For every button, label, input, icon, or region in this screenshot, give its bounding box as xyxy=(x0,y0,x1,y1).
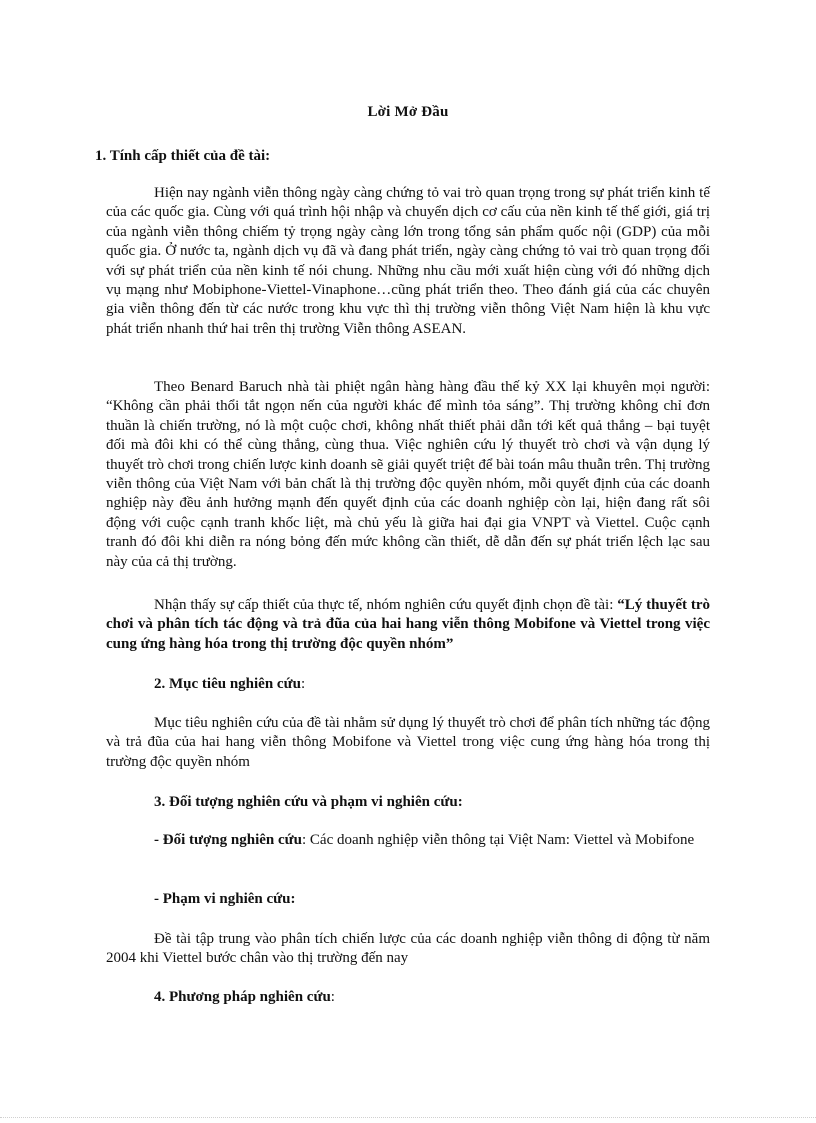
document-title: Lời Mở Đầu xyxy=(367,104,449,120)
section-1-paragraph-2: Theo Benard Baruch nhà tài phiệt ngân hàng hàng đầu thế kỷ XX lại khuyên mọi người: “Không cần phải thổi tắt ngọn nến của người khác để mình tỏa sáng”. Thị trường không chỉ đơn thuần là chiến trường, nó là một cuộc chơi, không nhất thiết phải dẫn tới kết quả thắng – bại tuyệt đối mà đôi khi có thể cùng thắng, cùng thua. Việc nghiên cứu lý thuyết trò chơi và vận dụng lý thuyết trò chơi trong chiến lược kinh doanh sẽ giải quyết triệt để bài toán mâu thuẫn trên. Thị trường viễn thông của Việt Nam với bản chất là thị trường độc quyền nhóm, mỗi quyết định của các doanh nghiệp này đều ảnh hưởng mạnh đến quyết định của các doanh nghiệp còn lại, hiện đang rất sôi động với cuộc cạnh tranh khốc liệt, mà chủ yếu là giữa hai đại gia VNPT và Viettel. Cuộc cạnh tranh đó đôi khi diễn ra nóng bỏng đến mức không cần thiết, dễ dẫn đến sự phát triển lệch lạc sau này của cả thị trường. xyxy=(106,379,710,570)
section-2-heading: 2. Mục tiêu nghiên cứu: xyxy=(154,676,306,692)
page-bottom-border xyxy=(0,1117,816,1118)
research-object-paragraph xyxy=(106,831,710,850)
paragraph-3-lead: Nhận thấy sự cấp thiết của thực tế, nhóm nghiên cứu quyết định chọn đề tài: xyxy=(154,597,618,613)
research-topic-title: “Lý thuyết trò chơi và phân tích tác động và trả đũa của hai hang viễn thông Mobifone và Viettel trong việc cung ứng hàng hóa trong thị trường độc quyền nhóm” xyxy=(106,597,710,652)
section-2-paragraph: Mục tiêu nghiên cứu của đề tài nhằm sử dụng lý thuyết trò chơi để phân tích những tác động và trả đũa của hai hang viễn thông Mobifone và Viettel trong việc cung ứng hàng hóa trong thị trường độc quyền nhóm xyxy=(106,715,710,770)
section-4-heading: 4. Phương pháp nghiên cứu: xyxy=(154,989,335,1005)
research-object-text: : Các doanh nghiệp viễn thông tại Việt Nam: Viettel và Mobifone xyxy=(302,832,695,848)
section-1-paragraph-3 xyxy=(106,596,710,654)
research-scope-label: - Phạm vi nghiên cứu: xyxy=(154,891,296,907)
section-3-heading: 3. Đối tượng nghiên cứu và phạm vi nghiên cứu: xyxy=(154,794,463,810)
research-scope-paragraph: Đề tài tập trung vào phân tích chiến lược của các doanh nghiệp viễn thông di động từ năm 2004 khi Viettel bước chân vào thị trường đến nay xyxy=(106,931,710,967)
section-1-heading: 1. Tính cấp thiết của đề tài: xyxy=(95,148,271,164)
section-1-paragraph-1: Hiện nay ngành viễn thông ngày càng chứng tỏ vai trò quan trọng trong sự phát triển kinh tế của các quốc gia. Cùng với quá trình hội nhập và chuyển dịch cơ cấu của nền kinh tế thế giới, giá trị của ngành viễn thông chiếm tỷ trọng ngày càng lớn trong tổng sản phẩm quốc nội (GDP) của mỗi quốc gia. Ở nước ta, ngành dịch vụ đã và đang phát triển, ngày càng chứng tỏ vai trò quan trọng đối với sự phát triển của nền kinh tế nói chung. Những nhu cầu mới xuất hiện cùng với đó những dịch vụ mạng như Mobiphone-Viettel-Vinaphone…cũng phát triển theo. Theo đánh giá của các chuyên gia viễn thông đến từ các nước trong khu vực thì thị trường viễn thông Việt Nam hiện là khu vực phát triển nhanh thứ hai trên thị trường Viễn thông ASEAN. xyxy=(106,185,710,337)
research-object-label: - Đối tượng nghiên cứu xyxy=(154,832,302,848)
